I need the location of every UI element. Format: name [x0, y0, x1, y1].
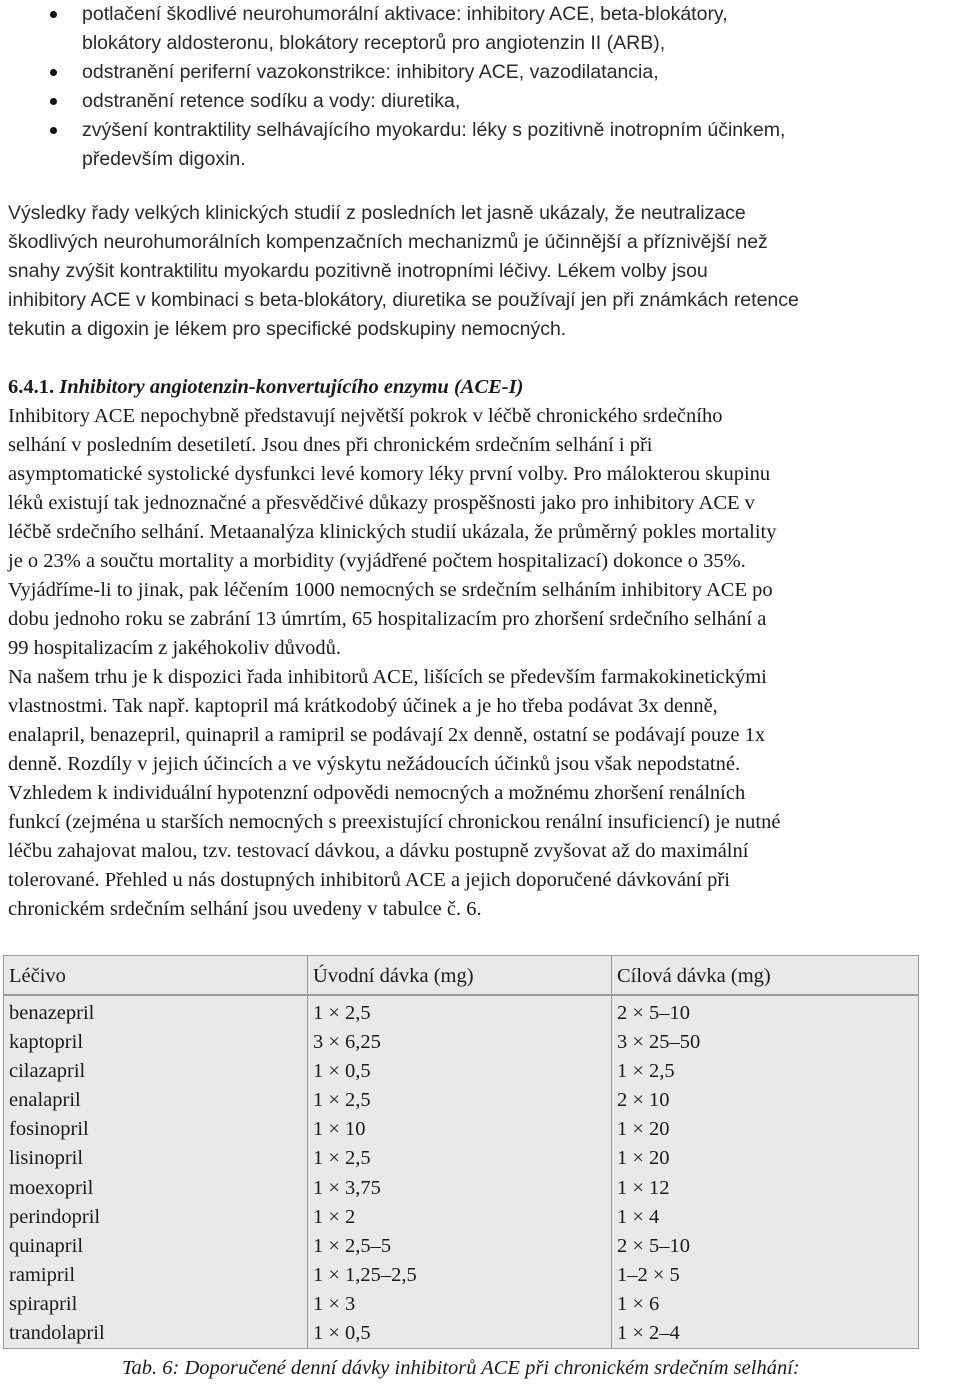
table-cell: lisinopril	[9, 1147, 84, 1170]
section-number: 6.4.1.	[8, 376, 55, 398]
paragraph-line: škodlivých neurohumorálních kompenzačních mechanizmů je účinnější a příznivější než	[8, 231, 768, 253]
body-line: léčbě srdečního selhání. Metaanalýza klinických studií ukázala, že průměrný pokles mortality	[8, 521, 777, 543]
body-line: je o 23% a součtu mortality a morbidity (vyjádřené počtem hospitalizací) dokonce o 35%.	[8, 550, 746, 572]
body-line: Vzhledem k individuální hypotenzní odpovědi nemocných a možnému zhoršení renálních	[8, 782, 746, 804]
body-line: 99 hospitalizacím z jakéhokoliv důvodů.	[8, 637, 342, 659]
table-cell: moexopril	[9, 1176, 94, 1199]
body-line: vlastnostmi. Tak např. kaptopril má krátkodobý účinek a je ho třeba podávat 3x denně,	[8, 695, 718, 717]
list-item-line: především digoxin.	[82, 148, 246, 170]
table-cell: 1–2 × 5	[617, 1263, 680, 1286]
list-item	[0, 87, 960, 116]
body-line: Na našem trhu je k dispozici řada inhibitorů ACE, lišících se především farmakokinetickými	[8, 666, 767, 688]
section-body	[8, 373, 958, 924]
table-cell: 3 × 6,25	[313, 1031, 381, 1054]
table-cell: 1 × 4	[617, 1205, 660, 1228]
bullet-list	[0, 0, 960, 174]
body-line: Vyjádříme-li to jinak, pak léčením 1000 nemocných se srdečním selháním inhibitory ACE po	[8, 579, 773, 601]
body-line: Inhibitory ACE nepochybně představují největší pokrok v léčbě chronického srdečního	[8, 405, 723, 427]
intro-paragraph	[8, 199, 958, 344]
body-line: selhání v posledním desetiletí. Jsou dnes při chronickém srdečním selhání i při	[8, 434, 653, 456]
table-cell: trandolapril	[9, 1322, 105, 1345]
bullet-icon	[50, 11, 57, 18]
table-cell: 2 × 10	[617, 1089, 670, 1112]
table-cell: cilazapril	[9, 1060, 86, 1083]
table-cell: 1 × 20	[617, 1147, 670, 1170]
bullet-icon	[50, 98, 57, 105]
list-item	[0, 0, 960, 58]
table-caption: Tab. 6: Doporučené denní dávky inhibitorů ACE při chronickém srdečním selhání:	[122, 1357, 800, 1379]
table-header-cell: Úvodní dávka (mg)	[313, 965, 474, 987]
table-cell: perindopril	[9, 1205, 101, 1228]
table-cell: 1 × 2,5	[313, 1147, 371, 1170]
list-item-line: odstranění retence sodíku a vody: diuretika,	[82, 90, 461, 112]
list-item-line: blokátory aldosteronu, blokátory receptorů pro angiotenzin II (ARB),	[82, 32, 666, 54]
table-cell: spirapril	[9, 1292, 78, 1315]
section-heading	[8, 373, 958, 402]
table-cell: 1 × 2,5–5	[313, 1234, 392, 1257]
table-cell: 1 × 2,5	[313, 1089, 371, 1112]
list-item	[0, 116, 960, 174]
paragraph-line: tekutin a digoxin je lékem pro specifické podskupiny nemocných.	[8, 318, 567, 340]
table-cell: 1 × 0,5	[313, 1322, 371, 1345]
table-cell: fosinopril	[9, 1118, 89, 1141]
list-item-line: zvýšení kontraktility selhávajícího myokardu: léky s pozitivně inotropním účinkem,	[82, 119, 786, 141]
body-line: denně. Rozdíly v jejich účincích a ve výskytu nežádoucích účinků jsou však nepodstatné.	[8, 753, 741, 775]
section-title: Inhibitory angiotenzin-konvertujícího enzymu (ACE-I)	[59, 376, 524, 398]
table-cell: 1 × 3,75	[313, 1176, 381, 1199]
body-line: léčbu zahajovat malou, tzv. testovací dávkou, a dávku postupně zvyšovat až do maximální	[8, 840, 749, 862]
table-cell: 1 × 1,25–2,5	[313, 1263, 417, 1286]
table-cell: kaptopril	[9, 1031, 84, 1054]
table-cell: 2 × 5–10	[617, 1002, 691, 1024]
body-line: léků existují tak jednoznačné a přesvědčivé důkazy prospěšnosti jako pro inhibitory ACE v	[8, 492, 755, 514]
list-item	[0, 58, 960, 87]
table-cell: 3 × 25–50	[617, 1031, 701, 1054]
body-line: chronickém srdečním selhání jsou uvedeny v tabulce č. 6.	[8, 898, 482, 920]
body-line: funkcí (zejména u starších nemocných s preexistující chronickou renální insuficiencí) je nutné	[8, 811, 781, 833]
table-header	[3, 955, 919, 995]
bullet-icon	[50, 127, 57, 134]
list-item-line: odstranění periferní vazokonstrikce: inhibitory ACE, vazodilatancia,	[82, 61, 659, 83]
target-dose-column	[612, 999, 700, 1348]
body-line: dobu jednoho roku se zabrání 13 úmrtím, 65 hospitalizacím pro zhoršení srdečního selhání a	[8, 608, 767, 630]
table-cell: 1 × 10	[313, 1118, 366, 1141]
table-cell: quinapril	[9, 1234, 84, 1257]
table-header-cell: Cílová dávka (mg)	[617, 965, 771, 987]
table-header-cell: Léčivo	[9, 965, 66, 987]
paragraph-line: snahy zvýšit kontraktilitu myokardu pozitivně inotropními léčivy. Lékem volby jsou	[8, 260, 708, 282]
table-cell: 1 × 2	[313, 1205, 356, 1228]
table-cell: 1 × 0,5	[313, 1060, 371, 1083]
table-cell: 1 × 12	[617, 1176, 670, 1199]
body-line: enalapril, benazepril, quinapril a ramipril se podávají 2x denně, ostatní se podávají pouze 1x	[8, 724, 766, 746]
initial-dose-column	[308, 999, 417, 1348]
body-line: tolerované. Přehled u nás dostupných inhibitorů ACE a jejich doporučené dávkování při	[8, 869, 730, 891]
bullet-icon	[50, 69, 57, 76]
paragraph-line: inhibitory ACE v kombinaci s beta-blokátory, diuretika se používají jen při známkách retence	[8, 289, 799, 311]
table-cell: benazepril	[9, 1002, 95, 1024]
list-item-line: potlačení škodlivé neurohumorální aktivace: inhibitory ACE, beta-blokátory,	[82, 3, 728, 25]
drug-column	[4, 999, 105, 1348]
body-line: asymptomatické systolické dysfunkci levé komory léky první volby. Pro málokterou skupinu	[8, 463, 771, 485]
table-cell: 1 × 2,5	[617, 1060, 675, 1083]
table-body	[3, 995, 919, 1349]
table-cell: 1 × 2,5	[313, 1002, 371, 1024]
table-cell: 1 × 2–4	[617, 1322, 680, 1345]
table-cell: 1 × 3	[313, 1292, 356, 1315]
table-cell: 1 × 6	[617, 1292, 660, 1315]
paragraph-line: Výsledky řady velkých klinických studií z posledních let jasně ukázaly, že neutralizace	[8, 202, 746, 224]
table-cell: ramipril	[9, 1263, 76, 1286]
table-cell: enalapril	[9, 1089, 81, 1112]
table-cell: 2 × 5–10	[617, 1234, 691, 1257]
table-cell: 1 × 20	[617, 1118, 670, 1141]
